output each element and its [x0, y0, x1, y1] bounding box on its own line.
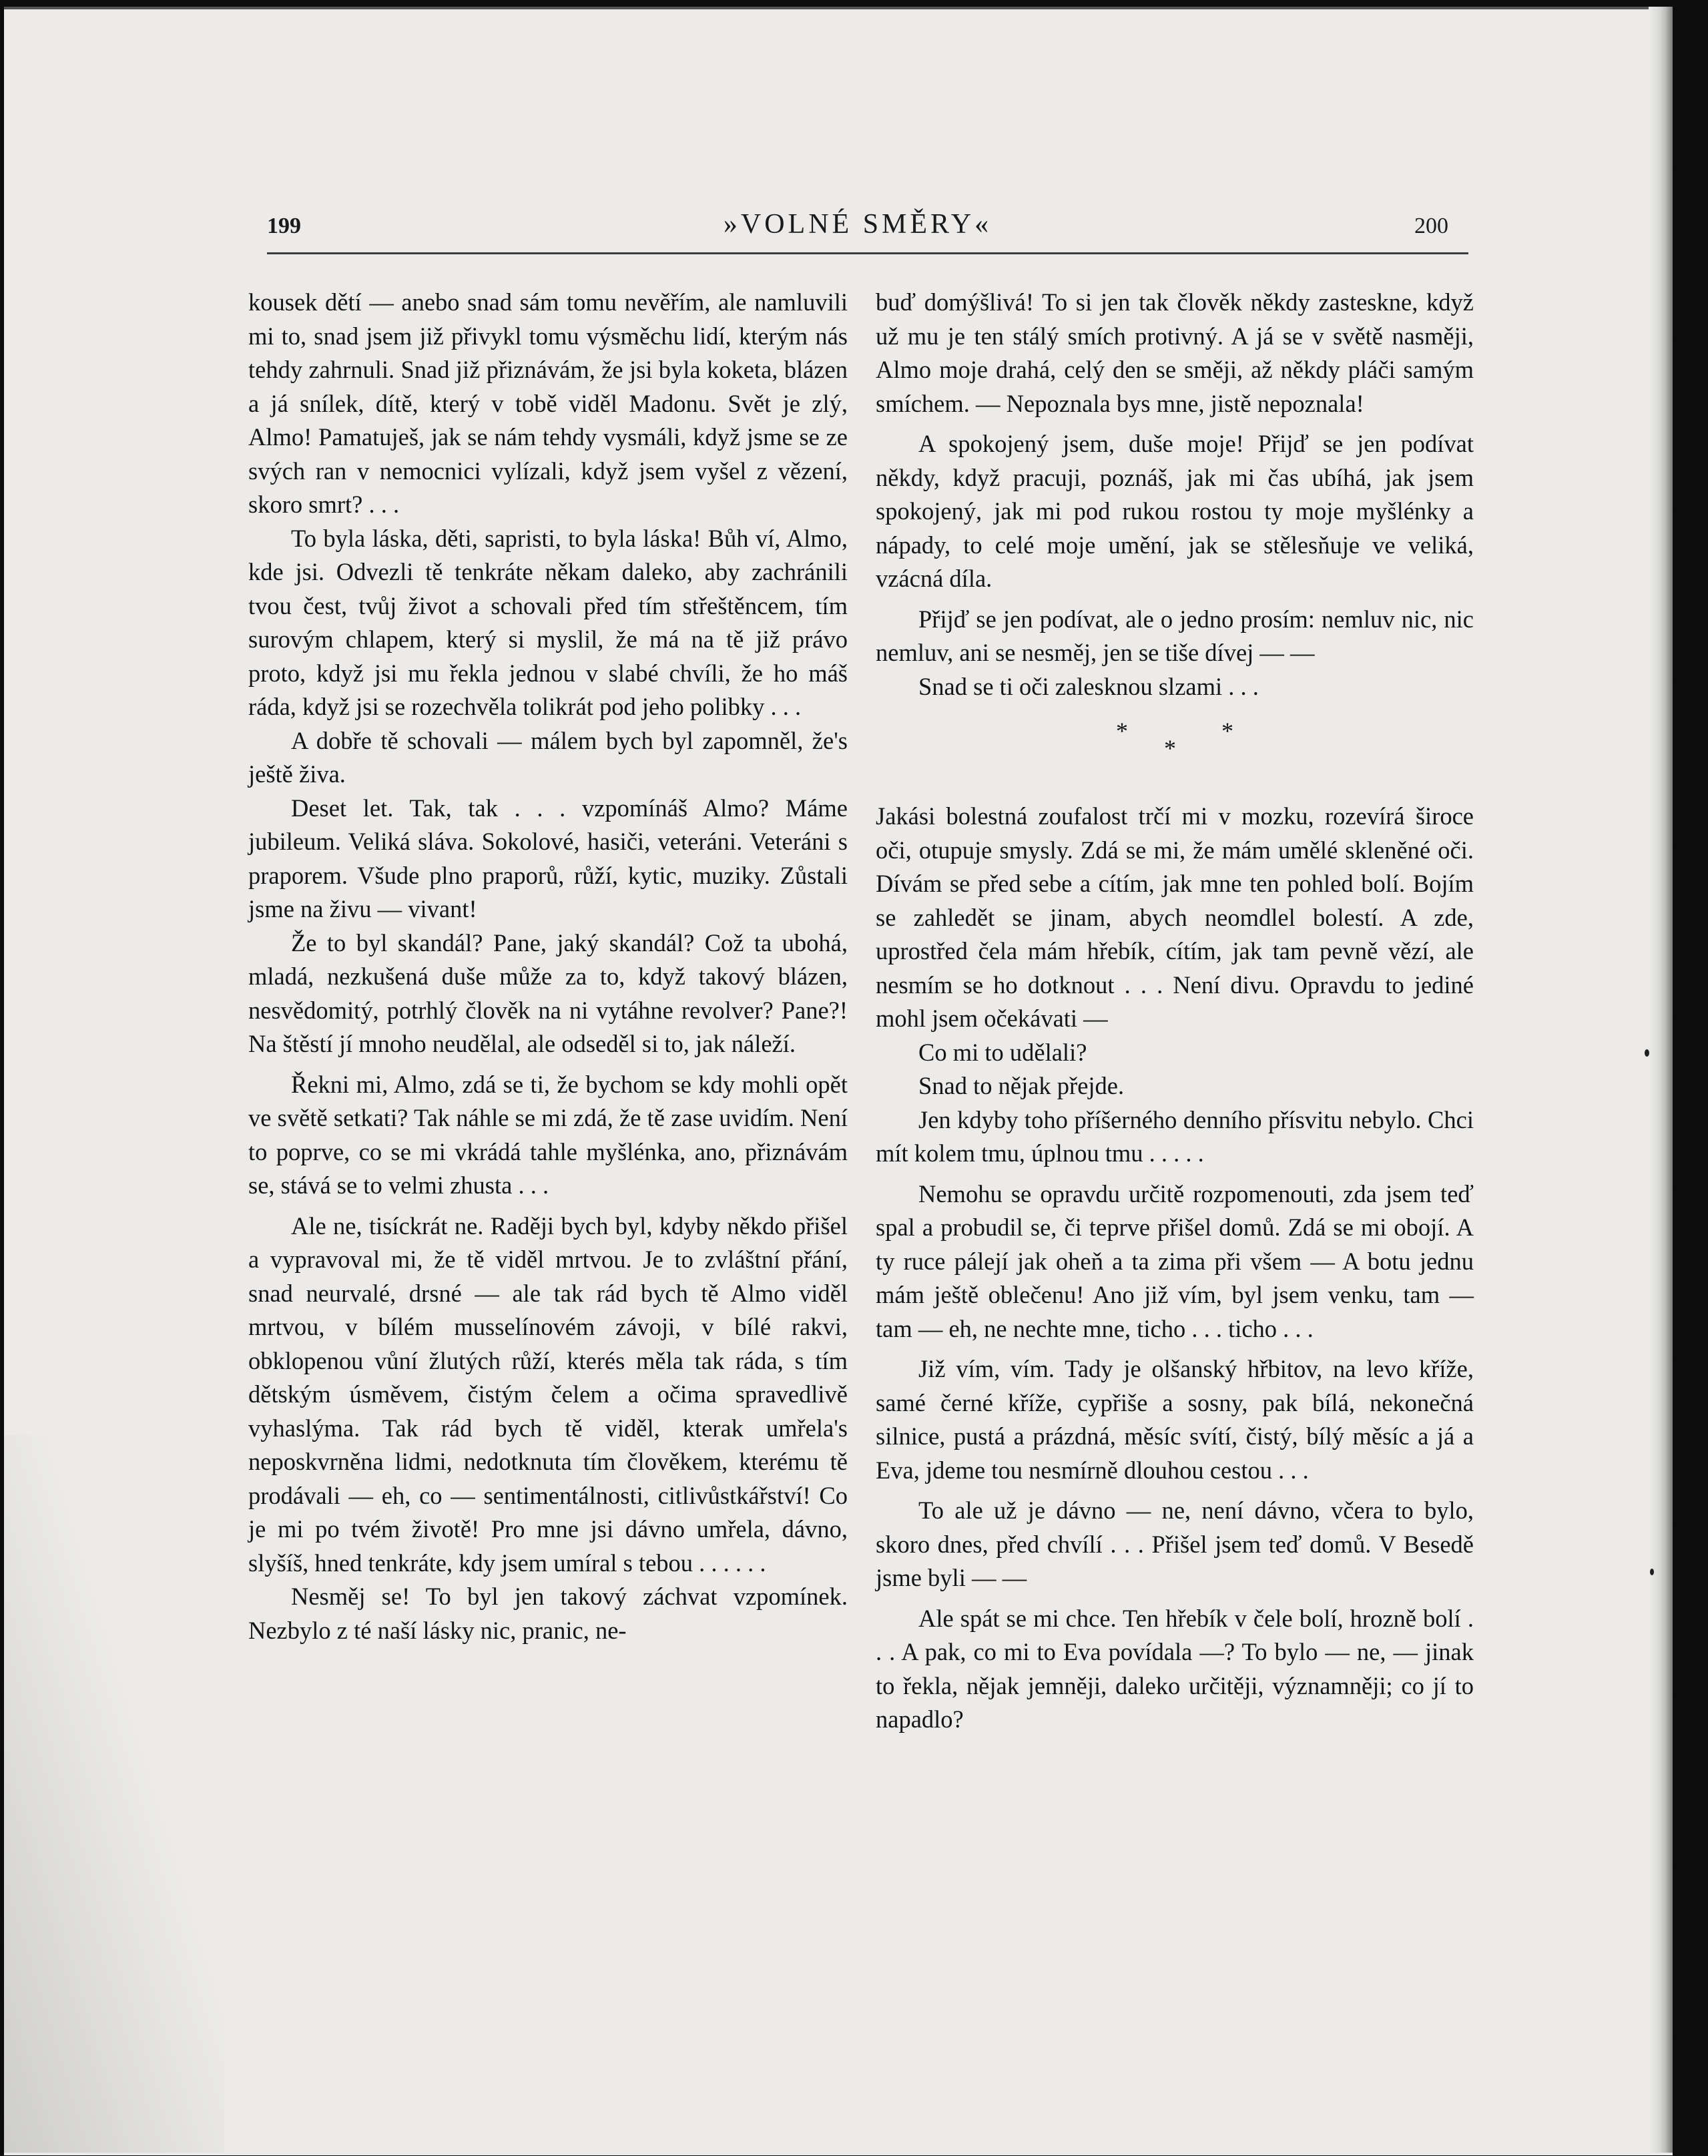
paragraph: Jen kdyby toho příšerného denního přísvitu nebylo. Chci mít kolem tmu, úplnou tmu . . . . . — [876, 1105, 1474, 1167]
paragraph: To ale už je dávno — ne, není dávno, včera to bylo, skoro dnes, před chvílí . . . Přišel jsem teď domů. V Besedě jsme byli — — — [876, 1497, 1474, 1591]
paragraph: Ale spát se mi chce. Ten hřebík v čele bolí, hrozně bolí . . . A pak, co mi to Eva povídala —? To bylo — ne, — jinak to řekla, nějak jemněji, daleko určitěji, významněji; co jí to napadlo? — [876, 1604, 1474, 1733]
paragraph: A dobře tě schovali — málem bych byl zapomněl, že's ještě živa. — [248, 726, 848, 788]
running-header — [267, 208, 1448, 247]
paragraph: kousek dětí — anebo snad sám tomu nevěřím, ale namluvili mi to, snad jsem již přivykl tomu výsměchu lidí, kterým nás tehdy zahrnuli. Snad již přiznávám, že jsi byla koketa, blázen a já snílek, dítě, který v tobě viděl Madonu. Svět je zlý, Almo! Pamatuješ, jak se nám tehdy vysmáli, když jsme se ze svých ran v nemocnici vylízali, když jsem vyšel z vězení, skoro smrt? . . . — [248, 288, 848, 518]
paragraph: buď domýšlivá! To si jen tak člověk někdy zasteskne, když už mu je ten stálý smích protivný. A já se v světě nasměji, Almo moje drahá, celý den se směji, až někdy pláči samým smíchem. — Nepoznala bys mne, jistě nepoznala! — [876, 288, 1474, 417]
page-shading — [4, 1435, 224, 2153]
page-number-left: 199 — [267, 214, 301, 238]
paragraph: Nesměj se! To byl jen takový záchvat vzpomínek. Nezbylo z té naší lásky nic, pranic, ne- — [248, 1583, 848, 1644]
right-column — [876, 286, 1474, 1737]
page-number-right: 200 — [1414, 214, 1448, 238]
paragraph: A spokojený jsem, duše moje! Přijď se jen podívat někdy, když pracuji, poznáš, jak mi čas ubíhá, jak jsem spokojený, jak mi pod rukou rostou ty moje myšlénky a nápady, to celé moje umění, jak se stělesňuje ve veliká, vzácná díla. — [876, 430, 1474, 592]
paragraph: To byla láska, děti, sapristi, to byla láska! Bůh ví, Almo, kde jsi. Odvezli tě tenkráte někam daleko, aby zachránili tvou čest, tvůj život a schovali před tím střeštěncem, tím surovým chlapem, který si myslil, že má na tě již právo proto, když jsi mu řekla jednou v slabé chvíli, že ho máš ráda, když jsi se rozechvěla tolikrát pod jeho polibky . . . — [248, 524, 848, 720]
paragraph: Ale ne, tisíckrát ne. Raději bych byl, kdyby někdo přišel a vypravoval mi, že tě viděl mrtvou. Je to zvláštní přání, snad neurvalé, drsné — ale tak rád bych tě Almo viděl mrtvou, v bílém musselínovém závoji, v bílé rakvi, obklopenou vůní žlutých růží, kterés měla tak ráda, s tím dětským úsměvem, čistým čelem a očima spravedlivě vyhaslýma. Tak rád bych tě viděl, kterak umřela's neposkvrněna lidmi, nedotknuta tím člověkem, kterému tě prodávali — eh, co — sentimentálnosti, citlivůstkářství! Co je mi po tvém životě! Pro mne jsi dávno umřela, dávno, slyšíš, hned tenkráte, kdy jsem umíral s tebou . . . . . . — [248, 1211, 848, 1577]
left-column — [248, 286, 848, 1647]
separator-star: * — [1221, 718, 1233, 744]
paragraph: Snad to nějak přejde. — [918, 1072, 1125, 1099]
section-separator — [876, 714, 1474, 793]
paragraph: Že to byl skandál? Pane, jaký skandál? Což ta ubohá, mladá, nezkušená duše může za to, když takový blázen, nesvědomitý, potrhlý člověk na ni vytáhne revolver? Pane?! Na štěstí jí mnoho neudělal, ale odseděl si to, jak náleží. — [248, 928, 848, 1057]
journal-title: »VOLNÉ SMĚRY« — [723, 209, 992, 240]
paragraph: Deset let. Tak, tak . . . vzpomínáš Almo? Máme jubileum. Veliká sláva. Sokolové, hasiči, veteráni. Veteráni s praporem. Všude plno praporů, růží, kytic, muziky. Zůstali jsme na živu — vivant! — [248, 794, 848, 922]
separator-star: * — [1116, 718, 1128, 744]
header-rule — [267, 252, 1468, 254]
paragraph: Přijď se jen podívat, ale o jedno prosím: nemluv nic, nic nemluv, ani se nesměj, jen se tiše dívej — — — [876, 605, 1474, 666]
paragraph: Nemohu se opravdu určitě rozpomenouti, zda jsem teď spal a probudil se, či teprve přišel domů. Zdá se mi obojí. A ty ruce pálejí jak oheň a ta zima při všem — A botu jednu mám ještě oblečenu! Ano již vím, byl jsem venku, tam — tam — eh, ne nechte mne, ticho . . . ticho . . . — [876, 1179, 1474, 1342]
paragraph: Co mi to udělali? — [918, 1038, 1087, 1066]
paragraph: Jakási bolestná zoufalost trčí mi v mozku, rozevírá široce oči, otupuje smysly. Zdá se mi, že mám umělé skleněné oči. Dívám se před sebe a cítím, jak mne ten pohled bolí. Bojím se zahledět se jinam, abych neomdlel bolestí. A zde, uprostřed čela mám hřebík, cítím, jak tam pevně vězí, ale nesmím se ho dotknout . . . Není divu. Opravdu to jediné mohl jsem očekávati — — [876, 802, 1474, 1032]
paragraph: Již vím, vím. Tady je olšanský hřbitov, na levo kříže, samé černé kříže, cypřiše a sosny, pak bílá, nekonečná silnice, pustá a prázdná, měsíc svítí, čistý, bílý měsíc a já a Eva, jdeme tou nesmírně dlouhou cestou . . . — [876, 1355, 1474, 1484]
page-edge — [1649, 7, 1673, 2153]
paragraph: Řekni mi, Almo, zdá se ti, že bychom se kdy mohli opět ve světě setkati? Tak náhle se mi zdá, že tě zase uvidím. Není to poprve, co se mi vkrádá tahle myšlénka, ano, přiznávám se, stává se to velmi zhusta . . . — [248, 1070, 848, 1199]
separator-star: * — [1164, 735, 1176, 762]
paragraph: Snad se ti oči zalesknou slzami . . . — [918, 672, 1259, 700]
